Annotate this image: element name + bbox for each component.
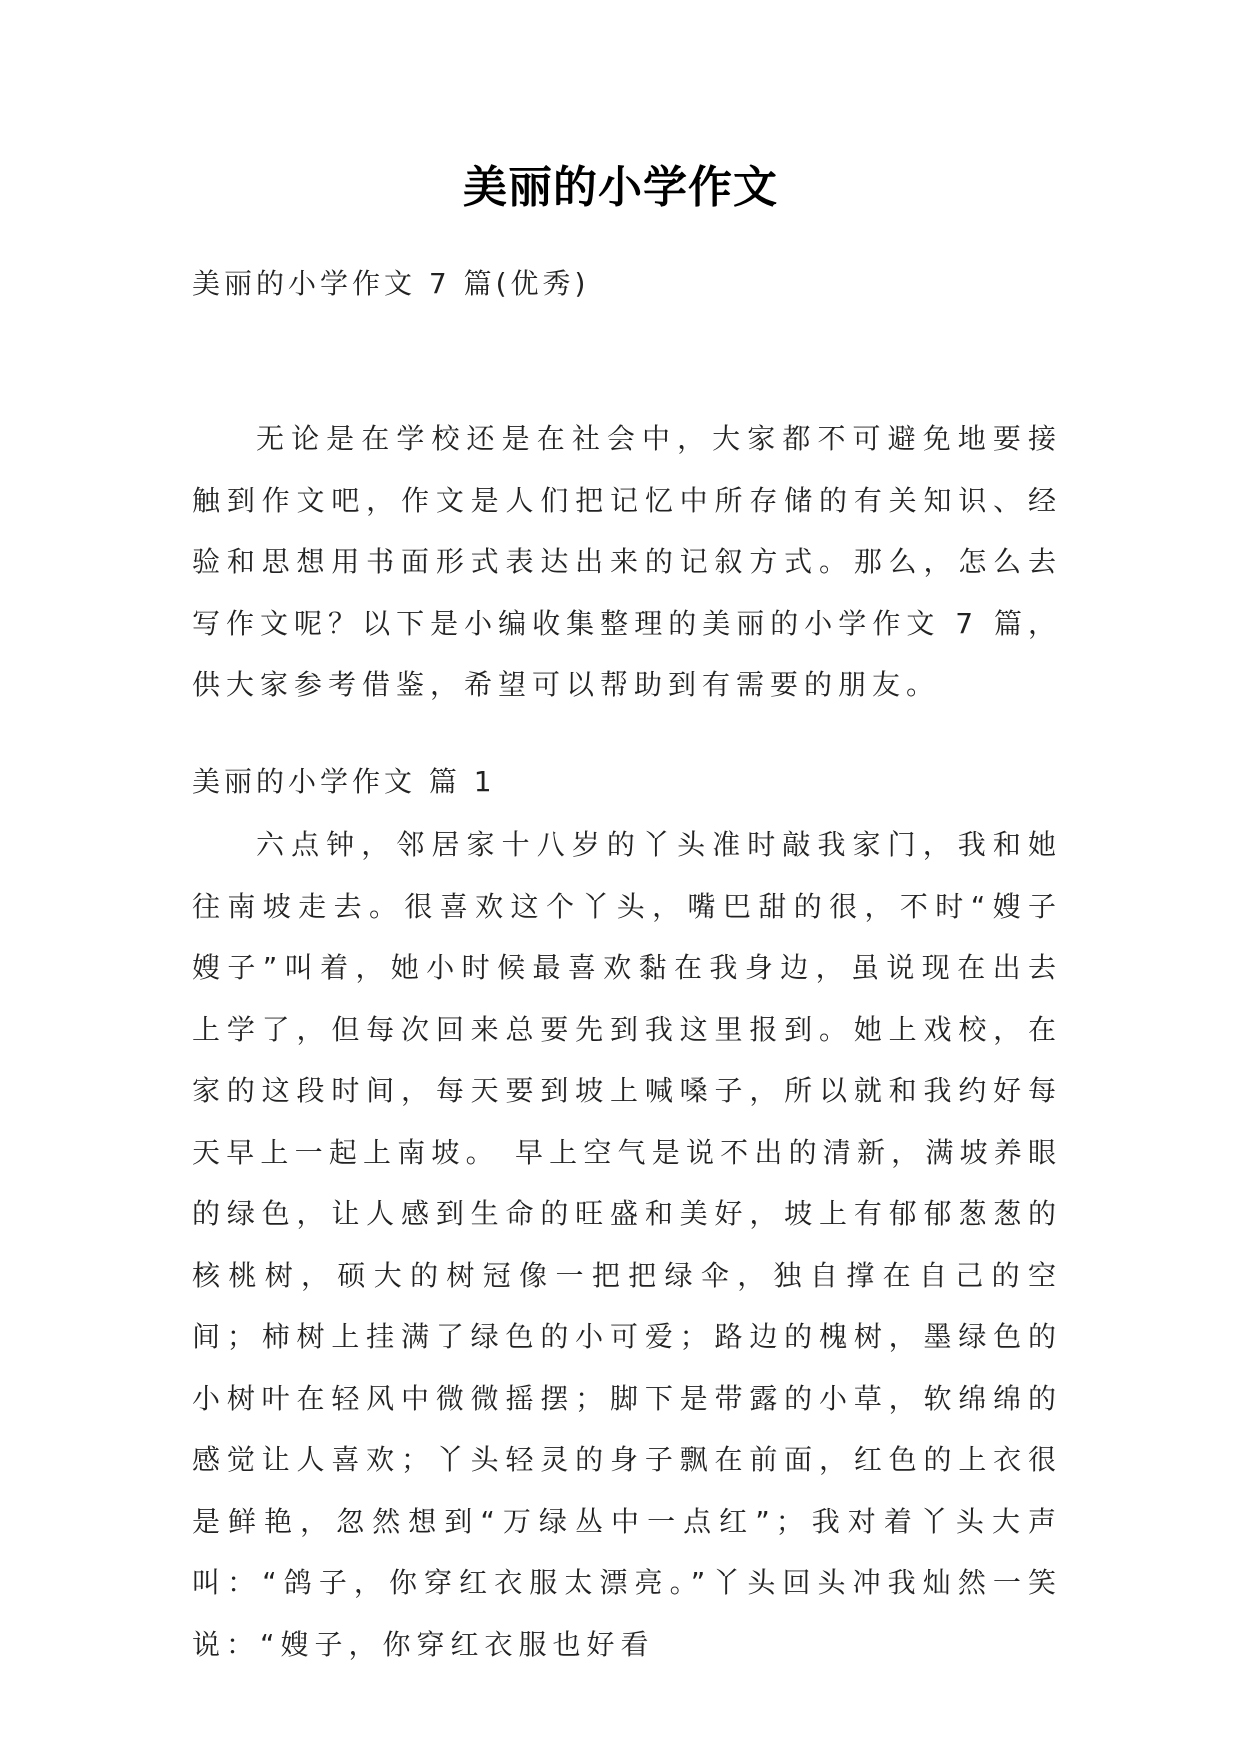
document-subtitle: 美丽的小学作文 7 篇(优秀): [192, 267, 590, 300]
section-heading: 美丽的小学作文 篇 1: [192, 765, 496, 798]
document-title: 美丽的小学作文: [463, 162, 778, 213]
intro-paragraph: 无论是在学校还是在社会中，大家都不可避免地要接触到作文吧，作文是人们把记忆中所存储的有关知识、经验和思想用书面形式表达出来的记叙方式。那么，怎么去写作文呢？以下是小编收集整理的美丽的小学作文 7 篇，供大家参考借鉴，希望可以帮助到有需要的朋友。: [192, 422, 1062, 701]
essay-paragraph: 六点钟，邻居家十八岁的丫头准时敲我家门，我和她往南坡走去。很喜欢这个丫头，嘴巴甜的很，不时“嫂子嫂子”叫着，她小时候最喜欢黏在我身边，虽说现在出去上学了，但每次回来总要先到我这里报到。她上戏校，在家的这段时间，每天要到坡上喊嗓子，所以就和我约好每天早上一起上南坡。 早上空气是说不出的清新，满坡养眼的绿色，让人感到生命的旺盛和美好，坡上有郁郁葱葱的核桃树，硕大的树冠像一把把绿伞，独自撑在自己的空间；柿树上挂满了绿色的小可爱；路边的槐树，墨绿色的小树叶在轻风中微微摇摆；脚下是带露的小草，软绵绵的感觉让人喜欢；丫头轻灵的身子飘在前面，红色的上衣很是鲜艳，忽然想到“万绿丛中一点红”；我对着丫头大声叫：“鸽子，你穿红衣服太漂亮。”丫头回头冲我灿然一笑说：“嫂子，你穿红衣服也好看: [192, 828, 1062, 1661]
